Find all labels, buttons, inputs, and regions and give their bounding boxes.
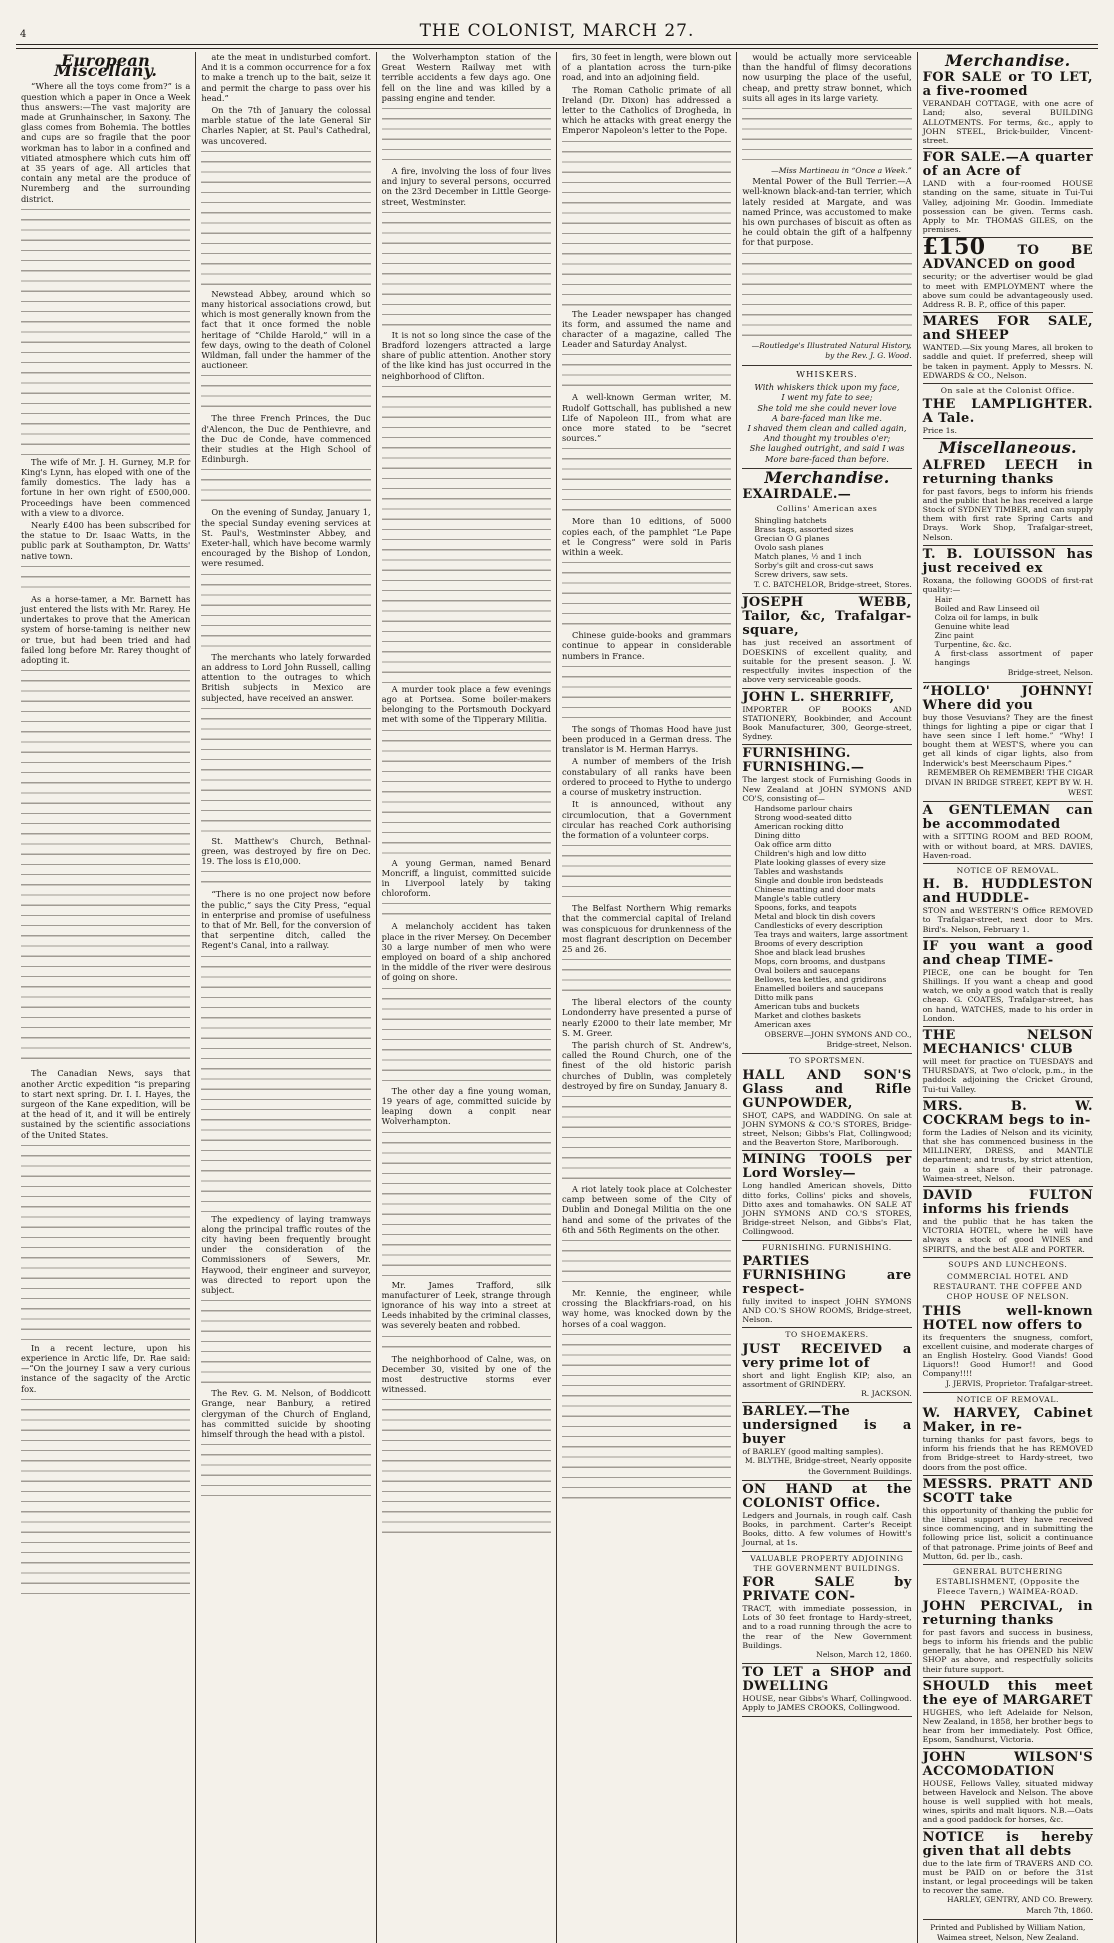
- body-text-block: [562, 1332, 731, 1502]
- article-paragraph: A fire, involving the loss of four lives and injury to several persons, occurred on the 23rd December in Little George-street, Westminster.: [381, 166, 551, 207]
- column-1: [16, 52, 196, 1943]
- ad-item: Tea trays and waiters, large assortment: [754, 929, 908, 939]
- ad-item: Dining ditto: [754, 830, 801, 840]
- body-text-block: [742, 251, 911, 341]
- ad-body: short and light English KIP; also, an assortment of GRINDERY.: [742, 1370, 912, 1389]
- article-paragraph: The merchants who lately forwarded an address to Lord John Russell, calling attention to the outrages to which British subjects in Mexico are subjected, have received an answer.: [201, 651, 371, 703]
- ad-subheading: TO SHOEMAKERS.: [785, 1330, 869, 1340]
- body-text-block: [562, 446, 731, 516]
- page-number: 4: [20, 29, 27, 40]
- columns: [16, 51, 1098, 1942]
- ad-heading: JOHN L. SHERRIFF,: [742, 689, 895, 705]
- ad-item: Oval boilers and saucepans: [754, 965, 860, 975]
- advertisement: [923, 1407, 1093, 1476]
- body-text-block: [382, 1334, 551, 1354]
- ad-heading: EXAIRDALE.—: [742, 487, 852, 503]
- body-text-block: [562, 139, 731, 309]
- ad-body: TRACT, with immediate possession, in Lots of 30 feet frontage to Hardy-street, and to a road running through the acre to the rear of the New Government Buildings.: [742, 1604, 912, 1650]
- advertisement: [923, 1751, 1093, 1829]
- ad-body: and the public that he has taken the VICTORIA HOTEL, where he will have always a stock of good WINES and SPIRITS, and the best ALE and PORTER.: [922, 1217, 1093, 1254]
- ad-body: turning thanks for past favors, begs to inform his friends that he has REMOVED from Bridge-street to Hardy-street, two doors from the post office.: [922, 1435, 1093, 1472]
- ad-body: HUGHES, who left Adelaide for Nelson, New Zealand, in 1858, her brother begs to hear from her immediately. Post Office, Epsom, Sandhurst, Victoria.: [922, 1707, 1093, 1745]
- article-paragraph: A melancholy accident has taken place in the river Mersey. On December 30 a large number of men who were employed on board of a ship anchored in the middle of the river were desirous of going on shore.: [381, 921, 551, 983]
- ad-heading: ALFRED LEECH in returning thanks: [922, 457, 1093, 487]
- ad-signature: REMEMBER Oh REMEMBER! THE CIGAR DIVAN IN BRIDGE STREET, KEPT BY W. H. WEST.: [925, 767, 1093, 798]
- ad-subheading: GENERAL BUTCHERING ESTABLISHMENT, (Opposite the Fleece Tavern,) WAIMEA-ROAD.: [935, 1567, 1080, 1597]
- article-paragraph: The expediency of laying tramways along the principal traffic routes of the city having been frequently brought under the consideration of the Commissioners of Sewers, Mr. Haywood, their engineer and surveyor, was directed to report upon the subject.: [201, 1213, 371, 1295]
- article-paragraph: ate the meat in undisturbed comfort. And it is a common occurrence for a fox to make a trench up to the bait, seize it and permit the charge to pass over his head.”: [201, 52, 371, 103]
- advertisement: [742, 1069, 911, 1152]
- ad-heading-row: [922, 234, 1093, 273]
- body-text-block: [382, 106, 551, 166]
- article-paragraph: The liberal electors of the county Londonderry have presented a purse of nearly £2000 to their late member, Mr S. M. Greer.: [561, 997, 732, 1038]
- body-text-block: [382, 384, 551, 684]
- article-paragraph: The neighborhood of Calne, was, on December 30, visited by one of the most destructive storms ever witnessed.: [381, 1353, 551, 1395]
- advertisement: [923, 1600, 1093, 1678]
- ad-body: The largest stock of Furnishing Goods in New Zealand at JOHN SYMONS AND CO'S, consisting of—: [742, 775, 912, 803]
- ad-body: form the Ladies of Nelson and its vicinity, that she has commenced business in the MILLINERY, DRESS, and MANTLE department; and trusts, by strict attention, to gain a share of their patronage. Waimea-street, Nelson.: [922, 1127, 1093, 1183]
- column-6: [918, 52, 1098, 1943]
- ad-item: Ovolo sash planes: [754, 543, 824, 553]
- ad-signature: T. C. BATCHELOR, Bridge-street, Stores.: [753, 580, 912, 590]
- poem-line: I went my fate to see;: [781, 392, 873, 403]
- article-paragraph: A murder took place a few evenings ago at Portsea. Some boiler-makers belonging to the Portsmouth Dockyard met with some of the Tipperary Militia.: [381, 683, 551, 725]
- ad-heading: FOR SALE or TO LET, a five-roomed: [922, 70, 1093, 100]
- ad-body: SHOT, CAPS, and WADDING. On sale at JOHN SYMONS & CO.'S STORES, Bridge-street, Nelson; Gibbs's Flat, Collingwood; and the Beaverton Store, Marlborough.: [742, 1110, 912, 1148]
- ad-body: STON and WESTERN'S Office REMOVED to Trafalgar-street, next door to Mrs. Bird's. Nelson, February 1.: [922, 906, 1093, 934]
- ad-item: American axes: [754, 1019, 811, 1029]
- ad-body: Ledgers and Journals, in rough calf. Cash Books, in parchment. Carter's Receipt Books, ditto. A few volumes of Howitt's Journal, at 1s.: [742, 1510, 912, 1548]
- body-text-block: [21, 1397, 190, 1597]
- printer-imprint: Printed and Published by William Nation, Waimea street, Nelson, New Zealand.: [930, 1922, 1086, 1942]
- ad-item: Screw drivers, saw sets.: [754, 570, 848, 580]
- ad-heading: MINING TOOLS per Lord Worsley—: [742, 1152, 912, 1182]
- poem-line: A bare-faced man like me.: [771, 412, 883, 423]
- ad-body: WANTED.—Six young Mares, all broken to saddle and quiet. If preferred, sheep will be taken in payment. Apply to Messrs. N. EDWARDS & CO., Nelson.: [922, 343, 1093, 380]
- ad-item: Metal and block tin dish covers: [754, 911, 876, 921]
- body-text-block: [382, 728, 551, 858]
- section-heading-merchandise: Merchandise.: [764, 467, 890, 487]
- poem-line: More bare-faced than before.: [765, 453, 889, 464]
- ad-item: Turpentine, &c. &c.: [934, 640, 1012, 650]
- ad-item: Tables and washstands: [754, 866, 844, 876]
- ad-amount: £150: [922, 234, 986, 261]
- advertisements-column-5: [742, 488, 911, 1717]
- advertisement: [742, 596, 911, 688]
- article-paragraph: Nearly £400 has been subscribed for the statue to Dr. Isaac Watts, in the public park at Southampton, Dr. Watts' native town.: [21, 520, 191, 561]
- ad-body: Roxana, the following GOODS of first-rat quality:—: [922, 575, 1093, 595]
- ad-item: Market and clothes baskets: [754, 1010, 861, 1020]
- article-paragraph: The songs of Thomas Hood have just been produced in a German dress. The translator is M. Herman Harrys.: [561, 723, 732, 755]
- article-paragraph: Chinese guide-books and grammars continue to appear in considerable numbers in France.: [561, 630, 732, 661]
- poem-line: She told me she could never love: [757, 402, 897, 413]
- ad-subheading: FURNISHING. FURNISHING.: [762, 1242, 892, 1252]
- article-paragraph: On the 7th of January the colossal marble statue of the late General Sir Charles Napier, at St. Paul's Cathedral, was uncovered.: [201, 105, 371, 146]
- ad-heading: THE NELSON MECHANICS' CLUB: [922, 1027, 1093, 1057]
- ad-body: PIECE, one can be bought for Ten Shillings. If you want a cheap and good watch, we only a good watch that is really cheap. G. COATES, Trafalgar-street, has on hand, WATCHES, made to his order in London.: [922, 967, 1093, 1023]
- ad-heading: DAVID FULTON informs his friends: [922, 1188, 1093, 1217]
- body-text-block: [201, 869, 370, 889]
- ad-body: has just received an assortment of DOESKINS of excellent quality, and suitable for the present season. J. W. respectfully invites inspection of the above very serviceable goods.: [742, 638, 912, 685]
- article-paragraph: As a horse-tamer, a Mr. Barnett has just entered the lists with Mr. Rarey. He undertakes to prove that the American system of horse-taming is neither new or true, but had been tried and had failed long before Mr. Rarey thought of adopting it.: [21, 593, 191, 666]
- ad-item: Spoons, forks, and teapots: [754, 902, 857, 912]
- article-paragraph: “There is no one project now before the public,” says the City Press, “equal in enterprise and promise of usefulness to that of Mr. Bell, for the conversion of that serpentine ditch, called the Regent's Canal, into a railway.: [201, 889, 371, 951]
- ad-item: Bellows, tea kettles, and gridirons: [754, 974, 887, 984]
- advertisement: [923, 804, 1093, 864]
- body-text-block: [201, 1442, 370, 1502]
- ad-body: due to the late firm of TRAVERS AND CO. must be PAID on or before the 31st instant, or legal proceedings will be taken to recover the same.: [922, 1858, 1093, 1896]
- advertisement: [923, 1478, 1093, 1565]
- body-text-block: [201, 572, 370, 652]
- ad-signature: OBSERVE—JOHN SYMONS AND CO., Bridge-street, Nelson.: [764, 1029, 912, 1050]
- ad-item: Mops, corn brooms, and dustpans: [754, 956, 886, 966]
- article-paragraph: The parish church of St. Andrew's, called the Round Church, one of the finest of the old historic parish churches of Dublin, was completely destroyed by fire on Sunday, January 8.: [561, 1039, 732, 1091]
- advertisement: [923, 71, 1093, 149]
- ad-item: Oak office arm ditto: [754, 839, 832, 849]
- article-paragraph: The Canadian News, says that another Arctic expedition “is preparing to start next spring. Dr. I. I. Hayes, the surgeon of the Kane expedition, will be at the head of it, and it will be entirely sustained by the scientific associations of the United States.: [21, 1068, 191, 1140]
- ad-item: Candlesticks of every description: [754, 920, 883, 930]
- ad-item-list: [923, 595, 1093, 667]
- advertisement: [923, 398, 1093, 439]
- ad-heading: PARTIES FURNISHING are respect-: [742, 1253, 912, 1297]
- column-2: [196, 52, 376, 1943]
- article-paragraph: “Where all the toys come from?” is a question which a paper in Once a Week thus answers:—The vast majority are made at Grunhainscher, in Saxony. The glass comes from Bohemia. The bottles and cups are so fragile that the poor workman has to labor in a confined and vitiated atmosphere which cuts him off at 35 years of age. All articles that contain any metal are the produce of Nuremberg and the surrounding district.: [21, 81, 191, 204]
- ad-item: Ditto milk pans: [754, 992, 814, 1002]
- advertisements-column-6-bottom: [923, 459, 1093, 1920]
- article-attribution: —Miss Martineau in “Once a Week.”: [771, 166, 912, 176]
- body-text-block: [21, 207, 190, 457]
- ad-heading: FOR SALE.—A quarter of an Acre of: [922, 150, 1093, 180]
- ad-body: LAND with a four-roomed HOUSE standing on the same, situate in Tui-Tui Valley, adjoining Mr. Goodin. Immediate possession can be given. Terms cash. Apply to Mr. THOMAS GILES, on the premises.: [922, 179, 1093, 235]
- body-text-block: [201, 1298, 370, 1388]
- ad-subheading: TO SPORTSMEN.: [789, 1056, 865, 1066]
- divider: [742, 365, 911, 366]
- ad-item: Sorby's gilt and cross-cut saws: [754, 561, 874, 571]
- ad-body: fully invited to inspect JOHN SYMONS AND CO.'S SHOW ROOMS, Bridge-street, Nelson.: [742, 1296, 912, 1325]
- advertisement: [923, 1189, 1093, 1258]
- ad-heading: W. HARVEY, Cabinet Maker, in re-: [922, 1406, 1093, 1436]
- ad-item: Shoe and black lead brushes: [754, 947, 865, 957]
- advertisement: [923, 878, 1093, 938]
- article-paragraph: A number of members of the Irish constabulary of all ranks have been ordered to proceed to Hythe to undergo a course of musketry instruction.: [561, 756, 732, 798]
- ad-heading: H. B. HUDDLESTON and HUDDLE-: [922, 877, 1093, 907]
- advertisement: [742, 691, 911, 746]
- ad-heading: JUST RECEIVED a very prime lot of: [742, 1341, 912, 1371]
- ad-item: Hair: [934, 595, 952, 605]
- body-text-block: [562, 843, 731, 903]
- column-4: [557, 52, 737, 1943]
- ad-signature: M. BLYTHE, Bridge-street, Nearly opposite the Government Buildings.: [744, 1456, 912, 1476]
- ad-item: Zinc paint: [934, 631, 974, 641]
- ad-heading: MESSRS. PRATT AND SCOTT take: [922, 1476, 1093, 1506]
- ad-item: Single and double iron bedsteads: [754, 875, 884, 885]
- ad-signature: Nelson, March 12, 1860.: [816, 1650, 912, 1660]
- ad-subheading: VALUABLE PROPERTY ADJOINING THE GOVERNMENT BUILDINGS.: [750, 1553, 904, 1573]
- ad-signature: Bridge-street, Nelson.: [1007, 668, 1093, 678]
- poem-title: WHISKERS.: [796, 370, 858, 381]
- ad-signature: R. JACKSON.: [861, 1388, 912, 1398]
- body-text-block: [562, 1238, 731, 1288]
- ad-item: A first-class assortment of paper hangings: [934, 649, 1093, 668]
- poem-line: And thought my troubles o'er;: [763, 433, 891, 444]
- article-paragraph: The Belfast Northern Whig remarks that the commercial capital of Ireland was conspicuous for drunkenness of the most flagrant description on December 25 and 26.: [561, 903, 732, 954]
- advertisement: [923, 1305, 1093, 1393]
- poem-whiskers: [742, 370, 911, 464]
- ad-heading: IF you want a good and cheap TIME-: [922, 938, 1093, 968]
- ad-item: Brass tags, assorted sizes: [754, 525, 854, 535]
- ad-subheading: NOTICE OF REMOVAL.: [956, 1394, 1060, 1404]
- ad-item: Brooms of every description: [754, 938, 863, 948]
- body-text-block: [562, 1094, 731, 1184]
- ad-item: Colza oil for lamps, in bulk: [934, 613, 1038, 623]
- body-text-block: [562, 560, 731, 630]
- article-paragraph: Mr. James Trafford, silk manufacturer of Leek, strange through ignorance of his way into a street at Leeds inhabited by the criminal classes, was severely beaten and robbed.: [381, 1279, 551, 1331]
- article-paragraph: The three French Princes, the Duc d'Alencon, the Duc de Penthievre, and the Duc de Conde, have commenced their studies at the High School of Edinburgh.: [201, 413, 371, 465]
- article-paragraph: would be actually more serviceable than the handful of flimsy decorations now usurping the place of the useful, cheap, and pretty straw bonnet, which suits all ages in its large variety.: [742, 52, 912, 103]
- advertisement: [742, 488, 911, 594]
- ad-heading: JOHN PERCIVAL, in returning thanks: [922, 1598, 1093, 1628]
- ad-body: buy those Vesuvians? They are the finest things for lighting a pipe or cigar that I have seen since I left home.” “Why! I bought them at WEST'S, where you can get all kinds of cigar lights, also from Inderwick's best Meerschaum Pipes.”: [922, 712, 1093, 768]
- ad-heading: SHOULD this meet the eye of MARGARET: [922, 1678, 1093, 1708]
- section-heading-miscellaneous: Miscellaneous.: [938, 438, 1077, 458]
- body-text-block: [21, 564, 190, 594]
- article-paragraph: The Leader newspaper has changed its form, and assumed the name and character of a magazine, called The Leader and Saturday Analyst.: [561, 308, 732, 350]
- advertisement: [923, 1680, 1093, 1749]
- ad-body: will meet for practice on TUESDAYS and THURSDAYS, at Two o'clock, p.m., in the paddock adjoining the Cricket Ground, Tui-tui Valley.: [922, 1056, 1093, 1094]
- advertisements-column-6-top: [923, 71, 1093, 439]
- ad-heading: “HOLLO' JOHNNY! Where did you: [922, 683, 1093, 713]
- article-paragraph: A well-known German writer, M. Rudolf Gottschall, has published a new Life of Napoleon III., from what are once more stated to be “secret sources.”: [561, 392, 732, 444]
- advertisement: [923, 685, 1093, 803]
- section-heading-merchandise-top: Merchandise.: [945, 51, 1071, 70]
- body-text-block: [382, 210, 551, 330]
- body-text-block: [21, 668, 190, 1068]
- article-paragraph: the Wolverhampton station of the Great Western Railway met with terrible accidents a few days ago. One fell on the line and was killed by a passing engine and tender.: [381, 52, 551, 103]
- ad-item: Plate looking glasses of every size: [754, 857, 886, 867]
- ad-item-list: [742, 516, 911, 579]
- advertisement: [742, 747, 911, 1054]
- ad-item: Grecian O G planes: [754, 534, 830, 544]
- ad-body: HOUSE, near Gibbs's Wharf, Collingwood. Apply to JAMES CROOKS, Collingwood.: [742, 1694, 912, 1713]
- article-paragraph: Mental Power of the Bull Terrier.—A well-known black-and-tan terrier, which lately resided at Margate, and was named Prince, was accustomed to make his own purchases of biscuit as often as he could obtain the gift of a halfpenny for that purpose.: [742, 176, 912, 248]
- advertisement: [923, 940, 1093, 1027]
- ad-item: Strong wood-seated ditto: [754, 812, 852, 822]
- body-text-block: [382, 1397, 551, 1537]
- advertisement: [742, 1483, 911, 1552]
- article-paragraph: Newstead Abbey, around which so many historical associations crowd, but which is most generally known from the fact that it once formed the noble heritage of “Childe Harold,” will in a few days, owing to the death of Colonel Wildman, fall under the hammer of the auctioneer.: [201, 288, 371, 371]
- ad-body: this opportunity of thanking the public for the liberal support they have received since commencing, and in submitting the following price list, solicit a continuance of that patronage. Prime joints of Beef and Mutton, 6d. per lb., cash.: [922, 1505, 1093, 1561]
- ad-heading: MRS. B. W. COCKRAM begs to in-: [922, 1098, 1093, 1128]
- ad-item-list: [742, 804, 911, 1029]
- ad-heading: JOSEPH WEBB, Tailor, &c, Trafalgar-square,: [742, 595, 912, 639]
- ad-body: with a SITTING ROOM and BED ROOM, with or without board, at MRS. DAVIES, Haven-road.: [922, 832, 1093, 860]
- ad-item: American tubs and buckets: [754, 1001, 860, 1011]
- advertisement: [742, 1343, 911, 1404]
- advertisement: [923, 1100, 1093, 1187]
- ad-body: security; or the advertiser would be glad to meet with EMPLOYMENT where the above sum could be advantageously used. Address R. B. P., office of this paper.: [922, 272, 1093, 310]
- article-paragraph: A young German, named Benard Moncriff, a linguist, committed suicide in Liverpool lately by taking chloroform.: [381, 857, 551, 899]
- body-text-block: [562, 352, 731, 392]
- article-paragraph: A riot lately took place at Colchester camp between some of the City of Dublin and Donegal Militia on the one hand and some of the privates of the 6th and 56th Regiments on the other.: [561, 1183, 732, 1235]
- body-text-block: [562, 957, 731, 997]
- poem-line: She laughed outright, and said I was: [749, 443, 905, 454]
- advertisement: [742, 1666, 911, 1716]
- article-attribution: —Routledge's Illustrated Natural History, by the Rev. J. G. Wood.: [751, 340, 912, 360]
- ad-heading: ON HAND at the COLONIST Office.: [742, 1481, 912, 1511]
- advertisement: [923, 151, 1093, 238]
- ad-body: of BARLEY (good malting samples).: [742, 1447, 884, 1457]
- masthead: [16, 18, 1098, 45]
- ad-heading: THIS well-known HOTEL now offers to: [922, 1303, 1093, 1333]
- ad-signature: HARLEY, GENTRY, AND CO. Brewery. March 7th, 1860.: [946, 1895, 1093, 1915]
- ad-body: HOUSE, Fellows Valley, situated midway between Havelock and Nelson. The above house is well supplied with hot meals, wines, spirits and malt liquors. N.B.—Oats and a good paddock for horses, &c.: [922, 1778, 1093, 1825]
- body-text-block: [201, 373, 370, 413]
- ad-item: Chinese matting and door mats: [754, 884, 876, 894]
- article-paragraph: The Rev. G. M. Nelson, of Boddicott Grange, near Banbury, a retired clergyman of the Church of England, has committed suicide by shooting himself through the head with a pistol.: [201, 1388, 371, 1439]
- ad-item: Handsome parlour chairs: [754, 803, 853, 813]
- article-paragraph: The wife of Mr. J. H. Gurney, M.P. for King's Lynn, has eloped with one of the family domestics. The lady has a fortune in her own right of £500,000. Proceedings have been commenced with a view to a divorce.: [21, 456, 191, 518]
- ad-item: Children's high and low ditto: [754, 848, 867, 858]
- ad-body: for past favors and success in business, begs to inform his friends and the public generally, that he has OPENED his NEW SHOP as above, and respectfully solicits their future support.: [922, 1627, 1093, 1674]
- ad-subheading: NOTICE OF REMOVAL.: [956, 865, 1060, 875]
- body-text-block: [562, 664, 731, 724]
- ad-body: VERANDAH COTTAGE, with one acre of Land; also, several BUILDING ALLOTMENTS. For terms, &c., apply to JOHN STEEL, Brick-builder, Vincent-street.: [922, 99, 1093, 146]
- advertisement: [742, 1153, 911, 1240]
- ad-body: Price 1s.: [922, 426, 958, 436]
- article-paragraph: It is not so long since the case of the Bradford lozengers attracted a large share of public attention. Another story of the like kind has just occurred in the neighborhood of Clifton.: [381, 329, 551, 381]
- ad-body: for past favors, begs to inform his friends and the public that he has received a large Stock of SYDNEY TIMBER, and can supply them with first rate Spring Carts and Drays. Work Shop, Trafalgar-street, Nelson.: [922, 486, 1093, 542]
- paper-title: THE COLONIST, MARCH 27.: [419, 21, 695, 41]
- column-5: [737, 52, 917, 1943]
- ad-item: Match planes, ½ and 1 inch: [754, 552, 862, 562]
- column-3: [377, 52, 557, 1943]
- ad-subheading: COMMERCIAL HOTEL AND RESTAURANT. THE COFFEE AND CHOP HOUSE OF NELSON.: [933, 1272, 1083, 1302]
- advertisement: [923, 459, 1093, 546]
- ad-heading: FOR SALE by PRIVATE CON-: [742, 1575, 912, 1605]
- ad-heading: TO LET a SHOP and DWELLING: [742, 1665, 912, 1695]
- advertisement: [923, 315, 1093, 384]
- article-paragraph: firs, 30 feet in length, were blown out of a plantation across the turn-pike road, and into an adjoining field.: [561, 52, 732, 83]
- ad-item: Genuine white lead: [934, 622, 1010, 632]
- body-text-block: [201, 149, 370, 289]
- ad-item: Mangle's table cutlery: [754, 893, 841, 903]
- ad-heading: JOHN WILSON'S ACCOMODATION: [922, 1749, 1093, 1779]
- article-paragraph: St. Matthew's Church, Bethnal-green, was destroyed by fire on Dec. 19. The loss is £10,000.: [201, 835, 371, 867]
- body-text-block: [382, 1130, 551, 1280]
- ad-heading: HALL AND SON'S Glass and Rifle GUNPOWDER,: [742, 1067, 912, 1111]
- ad-signature: J. JERVIS, Proprietor. Trafalgar-street.: [945, 1378, 1093, 1388]
- ad-heading: A GENTLEMAN can be accommodated: [922, 803, 1093, 833]
- article-paragraph: More than 10 editions, of 5000 copies each, of the pamphlet “Le Pape et le Congress” were sold in Paris within a week.: [561, 516, 732, 558]
- ad-item: Shingling hatchets: [754, 516, 827, 526]
- ad-heading: BARLEY.—The undersigned is a buyer: [742, 1404, 912, 1448]
- poem-line: I shaved them clean and called again,: [747, 423, 907, 434]
- ad-body: its frequenters the snugness, comfort, excellent cuisine, and moderate charges of an English Hostelry. Good Viands! Good Liquors!! Good Humor!! and Good Company!!!!: [922, 1332, 1093, 1379]
- article-paragraph: In a recent lecture, upon his experience in Arctic life, Dr. Rae said:—“On the journey I saw a very curious instance of the sagacity of the Arctic fox.: [21, 1342, 191, 1394]
- ad-subheading: On sale at the Colonist Office.: [940, 386, 1075, 396]
- poem-line: With whiskers thick upon my face,: [754, 382, 900, 393]
- article-paragraph: On the evening of Sunday, January 1, the special Sunday evening services at St. Paul's, Westminster Abbey, and Exeter-hall, which have become warmly encouraged by the Bishop of London, were resumed.: [201, 507, 371, 569]
- advertisement: [742, 1405, 911, 1481]
- advertisement: [922, 234, 1093, 313]
- ad-heading: THE LAMPLIGHTER. A Tale.: [922, 397, 1093, 427]
- section-heading-european: European Miscellany.: [54, 51, 158, 81]
- body-text-block: [201, 954, 370, 1214]
- body-text-block: [21, 1143, 190, 1343]
- article-paragraph: Mr. Kennie, the engineer, while crossing the Blackfriars-road, on his way home, was knocked down by the horses of a coal waggon.: [561, 1287, 732, 1329]
- article-paragraph: It is announced, without any circumlocution, that a Government circular has reached Cork authorising the formation of a volunteer corps.: [561, 799, 732, 840]
- advertisement: [742, 1255, 911, 1329]
- ad-item: American rocking ditto: [754, 821, 844, 831]
- body-text-block: [742, 106, 911, 166]
- ad-heading: TO BE ADVANCED on good: [922, 243, 1093, 273]
- ad-heading: MARES FOR SALE, and SHEEP: [922, 314, 1093, 344]
- ad-item: Enamelled boilers and saucepans: [754, 983, 884, 993]
- ad-heading: FURNISHING. FURNISHING.—: [742, 746, 865, 776]
- body-text-block: [201, 467, 370, 507]
- ad-body: Long handled American shovels, Ditto ditto forks, Collins' picks and shovels, Ditto axes and tomahawks. ON SALE AT JOHN SYMONS AND CO.'S STORES, Bridge-street Nelson, and Gibbs's Flat, Collingwood.: [742, 1181, 912, 1237]
- body-text-block: [382, 986, 551, 1086]
- ad-body: IMPORTER OF BOOKS AND STATIONERY, Bookbinder, and Account Book Manufacturer, 300, George-street, Sydney.: [742, 704, 912, 742]
- ad-heading: T. B. LOUISSON has just received ex: [922, 546, 1093, 576]
- advertisement: [923, 1831, 1093, 1920]
- ad-item: Boiled and Raw Linseed oil: [934, 604, 1040, 614]
- advertisement: [923, 1029, 1093, 1098]
- advertisement: [742, 1576, 911, 1664]
- body-text-block: [382, 901, 551, 921]
- article-paragraph: The Roman Catholic primate of all Ireland (Dr. Dixon) has addressed a letter to the Catholics of Drogheda, in which he attacks with great energy the Emperor Napoleon's letter to the Pope.: [561, 84, 732, 136]
- ad-heading: NOTICE is hereby given that all debts: [922, 1829, 1093, 1859]
- ad-subheading: SOUPS AND LUNCHEONS.: [948, 1259, 1068, 1269]
- body-text-block: [201, 706, 370, 836]
- article-paragraph: The other day a fine young woman, 19 years of age, committed suicide by leaping down a conpit near Wolverhampton.: [381, 1085, 551, 1127]
- advertisement: [923, 548, 1093, 683]
- ad-subheading: Collins' American axes: [776, 504, 878, 514]
